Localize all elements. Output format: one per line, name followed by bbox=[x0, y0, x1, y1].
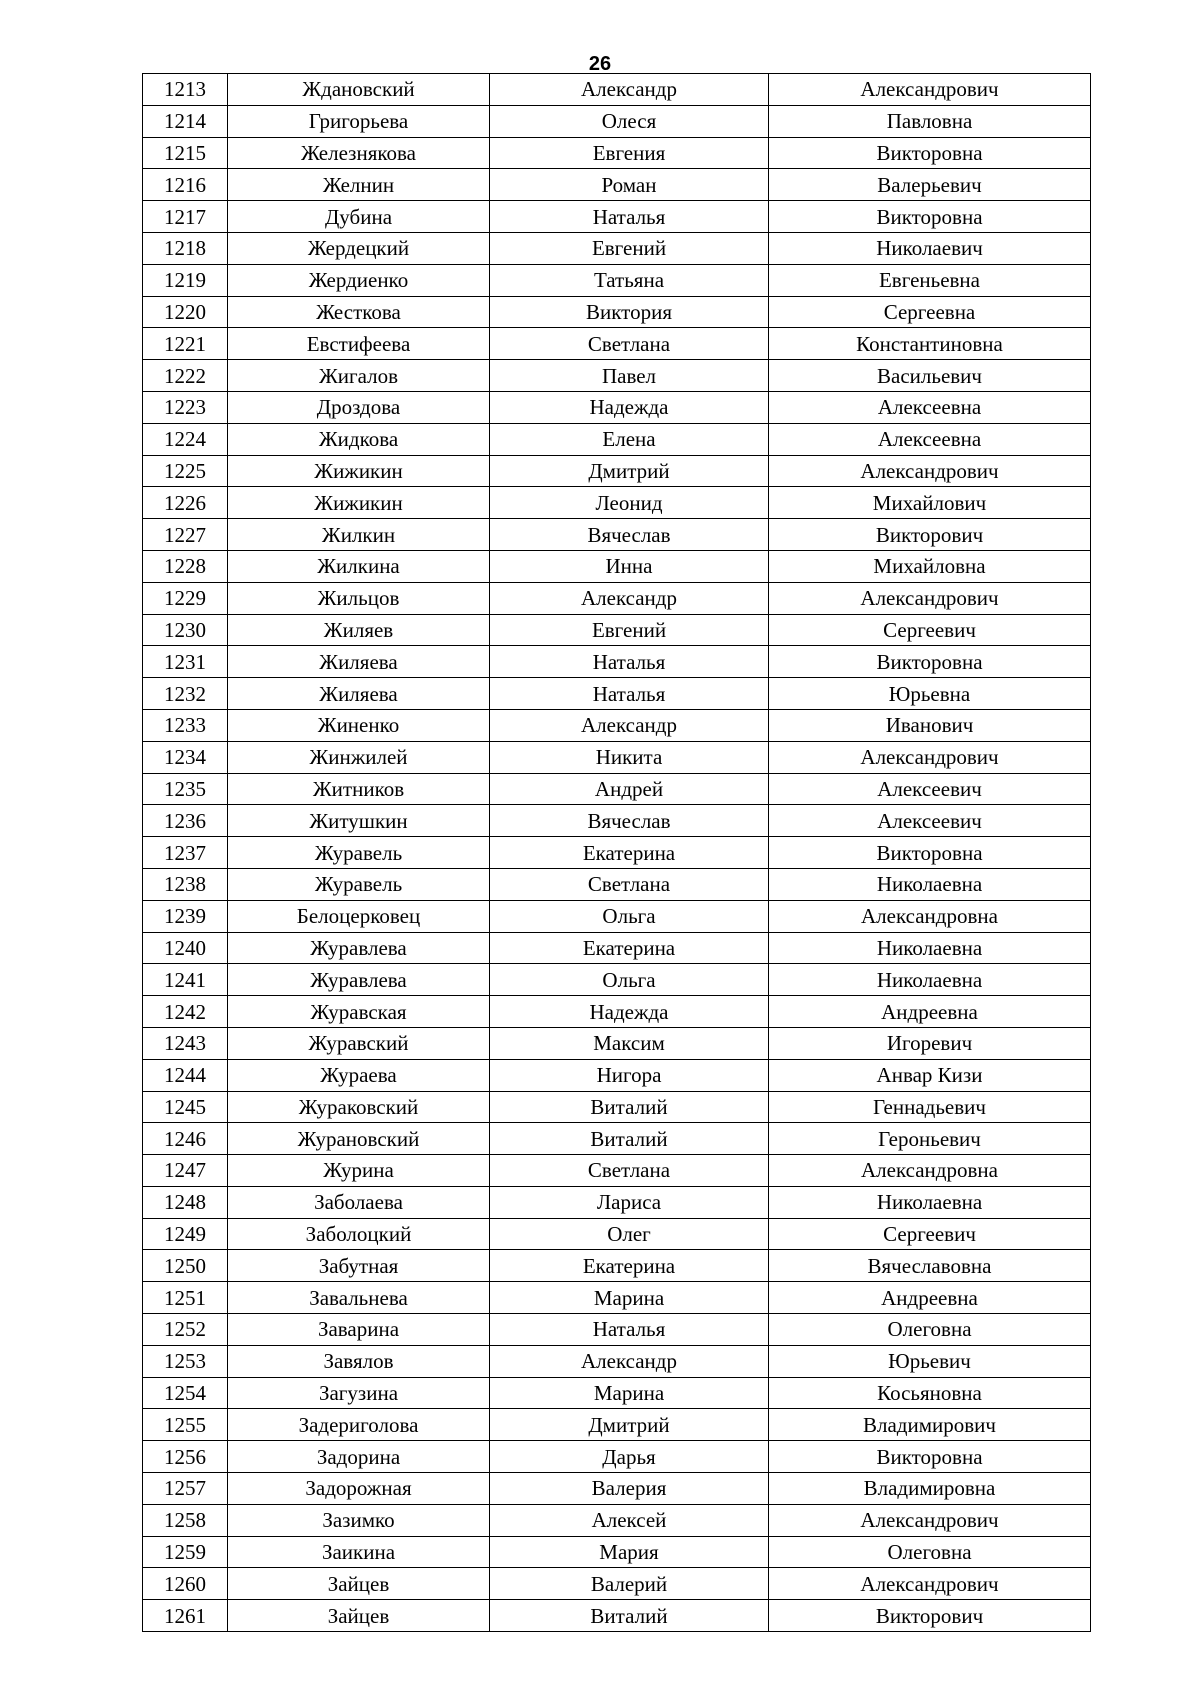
first-name-cell: Мария bbox=[490, 1536, 769, 1568]
first-name-cell: Александр bbox=[490, 1345, 769, 1377]
patronymic-cell: Викторовна bbox=[769, 646, 1091, 678]
first-name-cell: Екатерина bbox=[490, 837, 769, 869]
first-name-cell: Алексей bbox=[490, 1504, 769, 1536]
row-number-cell: 1217 bbox=[143, 201, 228, 233]
first-name-cell: Павел bbox=[490, 360, 769, 392]
table-row bbox=[143, 1600, 1091, 1632]
table-row bbox=[143, 105, 1091, 137]
row-number-cell: 1227 bbox=[143, 519, 228, 551]
table-row bbox=[143, 1409, 1091, 1441]
table-row bbox=[143, 1282, 1091, 1314]
table-row bbox=[143, 1504, 1091, 1536]
row-number-cell: 1236 bbox=[143, 805, 228, 837]
table-row bbox=[143, 614, 1091, 646]
patronymic-cell: Евгеньевна bbox=[769, 264, 1091, 296]
last-name-cell: Желнин bbox=[228, 169, 490, 201]
last-name-cell: Жилкин bbox=[228, 519, 490, 551]
row-number-cell: 1213 bbox=[143, 74, 228, 106]
table-row bbox=[143, 423, 1091, 455]
last-name-cell: Жилкина bbox=[228, 550, 490, 582]
row-number-cell: 1244 bbox=[143, 1059, 228, 1091]
last-name-cell: Заболоцкий bbox=[228, 1218, 490, 1250]
row-number-cell: 1219 bbox=[143, 264, 228, 296]
first-name-cell: Валерий bbox=[490, 1568, 769, 1600]
last-name-cell: Евстифеева bbox=[228, 328, 490, 360]
last-name-cell: Жиляев bbox=[228, 614, 490, 646]
patronymic-cell: Александрович bbox=[769, 582, 1091, 614]
table-row bbox=[143, 264, 1091, 296]
patronymic-cell: Викторовна bbox=[769, 137, 1091, 169]
table-row bbox=[143, 1091, 1091, 1123]
last-name-cell: Жижикин bbox=[228, 487, 490, 519]
first-name-cell: Екатерина bbox=[490, 932, 769, 964]
table-row bbox=[143, 805, 1091, 837]
first-name-cell: Виталий bbox=[490, 1091, 769, 1123]
last-name-cell: Жердиенко bbox=[228, 264, 490, 296]
patronymic-cell: Героньевич bbox=[769, 1123, 1091, 1155]
first-name-cell: Дарья bbox=[490, 1441, 769, 1473]
patronymic-cell: Владимировна bbox=[769, 1473, 1091, 1505]
table-row bbox=[143, 169, 1091, 201]
patronymic-cell: Васильевич bbox=[769, 360, 1091, 392]
row-number-cell: 1220 bbox=[143, 296, 228, 328]
row-number-cell: 1241 bbox=[143, 964, 228, 996]
last-name-cell: Жиляева bbox=[228, 646, 490, 678]
last-name-cell: Зайцев bbox=[228, 1600, 490, 1632]
patronymic-cell: Александровна bbox=[769, 900, 1091, 932]
patronymic-cell: Николаевна bbox=[769, 868, 1091, 900]
last-name-cell: Жиляева bbox=[228, 678, 490, 710]
roster-table bbox=[142, 73, 1091, 1632]
row-number-cell: 1214 bbox=[143, 105, 228, 137]
patronymic-cell: Александровна bbox=[769, 1155, 1091, 1187]
patronymic-cell: Анвар Кизи bbox=[769, 1059, 1091, 1091]
last-name-cell: Жильцов bbox=[228, 582, 490, 614]
last-name-cell: Журавская bbox=[228, 996, 490, 1028]
first-name-cell: Наталья bbox=[490, 1314, 769, 1346]
patronymic-cell: Викторовна bbox=[769, 201, 1091, 233]
row-number-cell: 1242 bbox=[143, 996, 228, 1028]
table-row bbox=[143, 1027, 1091, 1059]
table-row bbox=[143, 1186, 1091, 1218]
patronymic-cell: Александрович bbox=[769, 741, 1091, 773]
last-name-cell: Заболаева bbox=[228, 1186, 490, 1218]
first-name-cell: Валерия bbox=[490, 1473, 769, 1505]
last-name-cell: Задорожная bbox=[228, 1473, 490, 1505]
patronymic-cell: Сергеевич bbox=[769, 614, 1091, 646]
last-name-cell: Жигалов bbox=[228, 360, 490, 392]
last-name-cell: Задорина bbox=[228, 1441, 490, 1473]
row-number-cell: 1245 bbox=[143, 1091, 228, 1123]
patronymic-cell: Олеговна bbox=[769, 1314, 1091, 1346]
row-number-cell: 1225 bbox=[143, 455, 228, 487]
table-row bbox=[143, 1377, 1091, 1409]
patronymic-cell: Николаевна bbox=[769, 932, 1091, 964]
first-name-cell: Олег bbox=[490, 1218, 769, 1250]
row-number-cell: 1252 bbox=[143, 1314, 228, 1346]
table-row bbox=[143, 1155, 1091, 1187]
page-number: 26 bbox=[588, 53, 612, 75]
table-row bbox=[143, 932, 1091, 964]
table-row bbox=[143, 741, 1091, 773]
last-name-cell: Заикина bbox=[228, 1536, 490, 1568]
last-name-cell: Житушкин bbox=[228, 805, 490, 837]
first-name-cell: Александр bbox=[490, 709, 769, 741]
row-number-cell: 1253 bbox=[143, 1345, 228, 1377]
table-row bbox=[143, 646, 1091, 678]
first-name-cell: Светлана bbox=[490, 868, 769, 900]
last-name-cell: Ждановский bbox=[228, 74, 490, 106]
table-row bbox=[143, 1568, 1091, 1600]
last-name-cell: Журавлева bbox=[228, 964, 490, 996]
table-row bbox=[143, 1473, 1091, 1505]
last-name-cell: Жижикин bbox=[228, 455, 490, 487]
table-row bbox=[143, 391, 1091, 423]
first-name-cell: Нигора bbox=[490, 1059, 769, 1091]
row-number-cell: 1250 bbox=[143, 1250, 228, 1282]
row-number-cell: 1218 bbox=[143, 232, 228, 264]
row-number-cell: 1240 bbox=[143, 932, 228, 964]
first-name-cell: Андрей bbox=[490, 773, 769, 805]
patronymic-cell: Викторовна bbox=[769, 837, 1091, 869]
patronymic-cell: Андреевна bbox=[769, 996, 1091, 1028]
last-name-cell: Жинжилей bbox=[228, 741, 490, 773]
row-number-cell: 1221 bbox=[143, 328, 228, 360]
patronymic-cell: Юрьевна bbox=[769, 678, 1091, 710]
last-name-cell: Завялов bbox=[228, 1345, 490, 1377]
row-number-cell: 1223 bbox=[143, 391, 228, 423]
table-row bbox=[143, 1345, 1091, 1377]
patronymic-cell: Михайловна bbox=[769, 550, 1091, 582]
row-number-cell: 1222 bbox=[143, 360, 228, 392]
row-number-cell: 1231 bbox=[143, 646, 228, 678]
patronymic-cell: Вячеславовна bbox=[769, 1250, 1091, 1282]
first-name-cell: Надежда bbox=[490, 391, 769, 423]
patronymic-cell: Сергеевич bbox=[769, 1218, 1091, 1250]
patronymic-cell: Игоревич bbox=[769, 1027, 1091, 1059]
row-number-cell: 1239 bbox=[143, 900, 228, 932]
first-name-cell: Инна bbox=[490, 550, 769, 582]
row-number-cell: 1257 bbox=[143, 1473, 228, 1505]
table-row bbox=[143, 1536, 1091, 1568]
patronymic-cell: Николаевна bbox=[769, 1186, 1091, 1218]
patronymic-cell: Константиновна bbox=[769, 328, 1091, 360]
first-name-cell: Светлана bbox=[490, 328, 769, 360]
table-row bbox=[143, 1441, 1091, 1473]
last-name-cell: Жураковский bbox=[228, 1091, 490, 1123]
first-name-cell: Александр bbox=[490, 74, 769, 106]
first-name-cell: Наталья bbox=[490, 201, 769, 233]
patronymic-cell: Алексеевна bbox=[769, 391, 1091, 423]
table-row bbox=[143, 201, 1091, 233]
row-number-cell: 1232 bbox=[143, 678, 228, 710]
row-number-cell: 1259 bbox=[143, 1536, 228, 1568]
table-row bbox=[143, 1314, 1091, 1346]
table-row bbox=[143, 900, 1091, 932]
last-name-cell: Зайцев bbox=[228, 1568, 490, 1600]
patronymic-cell: Алексеевна bbox=[769, 423, 1091, 455]
table-row bbox=[143, 137, 1091, 169]
first-name-cell: Ольга bbox=[490, 900, 769, 932]
patronymic-cell: Геннадьевич bbox=[769, 1091, 1091, 1123]
patronymic-cell: Николаевна bbox=[769, 964, 1091, 996]
last-name-cell: Зазимко bbox=[228, 1504, 490, 1536]
patronymic-cell: Алексеевич bbox=[769, 773, 1091, 805]
row-number-cell: 1258 bbox=[143, 1504, 228, 1536]
patronymic-cell: Александрович bbox=[769, 1504, 1091, 1536]
row-number-cell: 1261 bbox=[143, 1600, 228, 1632]
patronymic-cell: Михайлович bbox=[769, 487, 1091, 519]
first-name-cell: Марина bbox=[490, 1377, 769, 1409]
first-name-cell: Марина bbox=[490, 1282, 769, 1314]
last-name-cell: Житников bbox=[228, 773, 490, 805]
last-name-cell: Журавский bbox=[228, 1027, 490, 1059]
first-name-cell: Лариса bbox=[490, 1186, 769, 1218]
row-number-cell: 1260 bbox=[143, 1568, 228, 1600]
last-name-cell: Григорьева bbox=[228, 105, 490, 137]
first-name-cell: Евгений bbox=[490, 232, 769, 264]
table-row bbox=[143, 1059, 1091, 1091]
first-name-cell: Светлана bbox=[490, 1155, 769, 1187]
patronymic-cell: Викторович bbox=[769, 519, 1091, 551]
row-number-cell: 1228 bbox=[143, 550, 228, 582]
first-name-cell: Александр bbox=[490, 582, 769, 614]
table-row bbox=[143, 296, 1091, 328]
last-name-cell: Завальнева bbox=[228, 1282, 490, 1314]
row-number-cell: 1238 bbox=[143, 868, 228, 900]
first-name-cell: Максим bbox=[490, 1027, 769, 1059]
patronymic-cell: Валерьевич bbox=[769, 169, 1091, 201]
table-row bbox=[143, 74, 1091, 106]
patronymic-cell: Викторовна bbox=[769, 1441, 1091, 1473]
first-name-cell: Екатерина bbox=[490, 1250, 769, 1282]
row-number-cell: 1224 bbox=[143, 423, 228, 455]
first-name-cell: Татьяна bbox=[490, 264, 769, 296]
row-number-cell: 1226 bbox=[143, 487, 228, 519]
table-row bbox=[143, 1218, 1091, 1250]
last-name-cell: Задериголова bbox=[228, 1409, 490, 1441]
row-number-cell: 1243 bbox=[143, 1027, 228, 1059]
row-number-cell: 1229 bbox=[143, 582, 228, 614]
first-name-cell: Виктория bbox=[490, 296, 769, 328]
patronymic-cell: Алексеевич bbox=[769, 805, 1091, 837]
patronymic-cell: Александрович bbox=[769, 455, 1091, 487]
row-number-cell: 1233 bbox=[143, 709, 228, 741]
last-name-cell: Дубина bbox=[228, 201, 490, 233]
row-number-cell: 1249 bbox=[143, 1218, 228, 1250]
patronymic-cell: Викторович bbox=[769, 1600, 1091, 1632]
last-name-cell: Железнякова bbox=[228, 137, 490, 169]
first-name-cell: Олеся bbox=[490, 105, 769, 137]
first-name-cell: Никита bbox=[490, 741, 769, 773]
patronymic-cell: Александрович bbox=[769, 74, 1091, 106]
patronymic-cell: Олеговна bbox=[769, 1536, 1091, 1568]
last-name-cell: Журавель bbox=[228, 868, 490, 900]
table-row bbox=[143, 996, 1091, 1028]
last-name-cell: Журавель bbox=[228, 837, 490, 869]
row-number-cell: 1235 bbox=[143, 773, 228, 805]
row-number-cell: 1246 bbox=[143, 1123, 228, 1155]
table-row bbox=[143, 868, 1091, 900]
table-row bbox=[143, 519, 1091, 551]
row-number-cell: 1234 bbox=[143, 741, 228, 773]
table-row bbox=[143, 550, 1091, 582]
table-row bbox=[143, 1123, 1091, 1155]
last-name-cell: Жесткова bbox=[228, 296, 490, 328]
patronymic-cell: Иванович bbox=[769, 709, 1091, 741]
table-row bbox=[143, 1250, 1091, 1282]
first-name-cell: Дмитрий bbox=[490, 1409, 769, 1441]
first-name-cell: Вячеслав bbox=[490, 805, 769, 837]
patronymic-cell: Александрович bbox=[769, 1568, 1091, 1600]
first-name-cell: Елена bbox=[490, 423, 769, 455]
row-number-cell: 1215 bbox=[143, 137, 228, 169]
table-row bbox=[143, 328, 1091, 360]
table-row bbox=[143, 678, 1091, 710]
last-name-cell: Белоцерковец bbox=[228, 900, 490, 932]
last-name-cell: Дроздова bbox=[228, 391, 490, 423]
first-name-cell: Евгения bbox=[490, 137, 769, 169]
patronymic-cell: Павловна bbox=[769, 105, 1091, 137]
last-name-cell: Забутная bbox=[228, 1250, 490, 1282]
first-name-cell: Виталий bbox=[490, 1600, 769, 1632]
row-number-cell: 1254 bbox=[143, 1377, 228, 1409]
table-row bbox=[143, 455, 1091, 487]
table-row bbox=[143, 582, 1091, 614]
patronymic-cell: Николаевич bbox=[769, 232, 1091, 264]
patronymic-cell: Сергеевна bbox=[769, 296, 1091, 328]
first-name-cell: Дмитрий bbox=[490, 455, 769, 487]
row-number-cell: 1256 bbox=[143, 1441, 228, 1473]
first-name-cell: Леонид bbox=[490, 487, 769, 519]
first-name-cell: Виталий bbox=[490, 1123, 769, 1155]
first-name-cell: Вячеслав bbox=[490, 519, 769, 551]
patronymic-cell: Косьяновна bbox=[769, 1377, 1091, 1409]
patronymic-cell: Юрьевич bbox=[769, 1345, 1091, 1377]
row-number-cell: 1255 bbox=[143, 1409, 228, 1441]
table-row bbox=[143, 837, 1091, 869]
table-row bbox=[143, 232, 1091, 264]
first-name-cell: Роман bbox=[490, 169, 769, 201]
last-name-cell: Журина bbox=[228, 1155, 490, 1187]
row-number-cell: 1237 bbox=[143, 837, 228, 869]
table-row bbox=[143, 964, 1091, 996]
first-name-cell: Наталья bbox=[490, 646, 769, 678]
first-name-cell: Ольга bbox=[490, 964, 769, 996]
table-row bbox=[143, 360, 1091, 392]
last-name-cell: Журановский bbox=[228, 1123, 490, 1155]
row-number-cell: 1216 bbox=[143, 169, 228, 201]
roster-body bbox=[143, 74, 1091, 1632]
last-name-cell: Загузина bbox=[228, 1377, 490, 1409]
last-name-cell: Жураева bbox=[228, 1059, 490, 1091]
table-row bbox=[143, 709, 1091, 741]
last-name-cell: Заварина bbox=[228, 1314, 490, 1346]
table-row bbox=[143, 487, 1091, 519]
patronymic-cell: Андреевна bbox=[769, 1282, 1091, 1314]
last-name-cell: Журавлева bbox=[228, 932, 490, 964]
last-name-cell: Жердецкий bbox=[228, 232, 490, 264]
first-name-cell: Евгений bbox=[490, 614, 769, 646]
row-number-cell: 1251 bbox=[143, 1282, 228, 1314]
last-name-cell: Жидкова bbox=[228, 423, 490, 455]
first-name-cell: Надежда bbox=[490, 996, 769, 1028]
row-number-cell: 1248 bbox=[143, 1186, 228, 1218]
last-name-cell: Жиненко bbox=[228, 709, 490, 741]
first-name-cell: Наталья bbox=[490, 678, 769, 710]
row-number-cell: 1230 bbox=[143, 614, 228, 646]
row-number-cell: 1247 bbox=[143, 1155, 228, 1187]
table-row bbox=[143, 773, 1091, 805]
patronymic-cell: Владимирович bbox=[769, 1409, 1091, 1441]
